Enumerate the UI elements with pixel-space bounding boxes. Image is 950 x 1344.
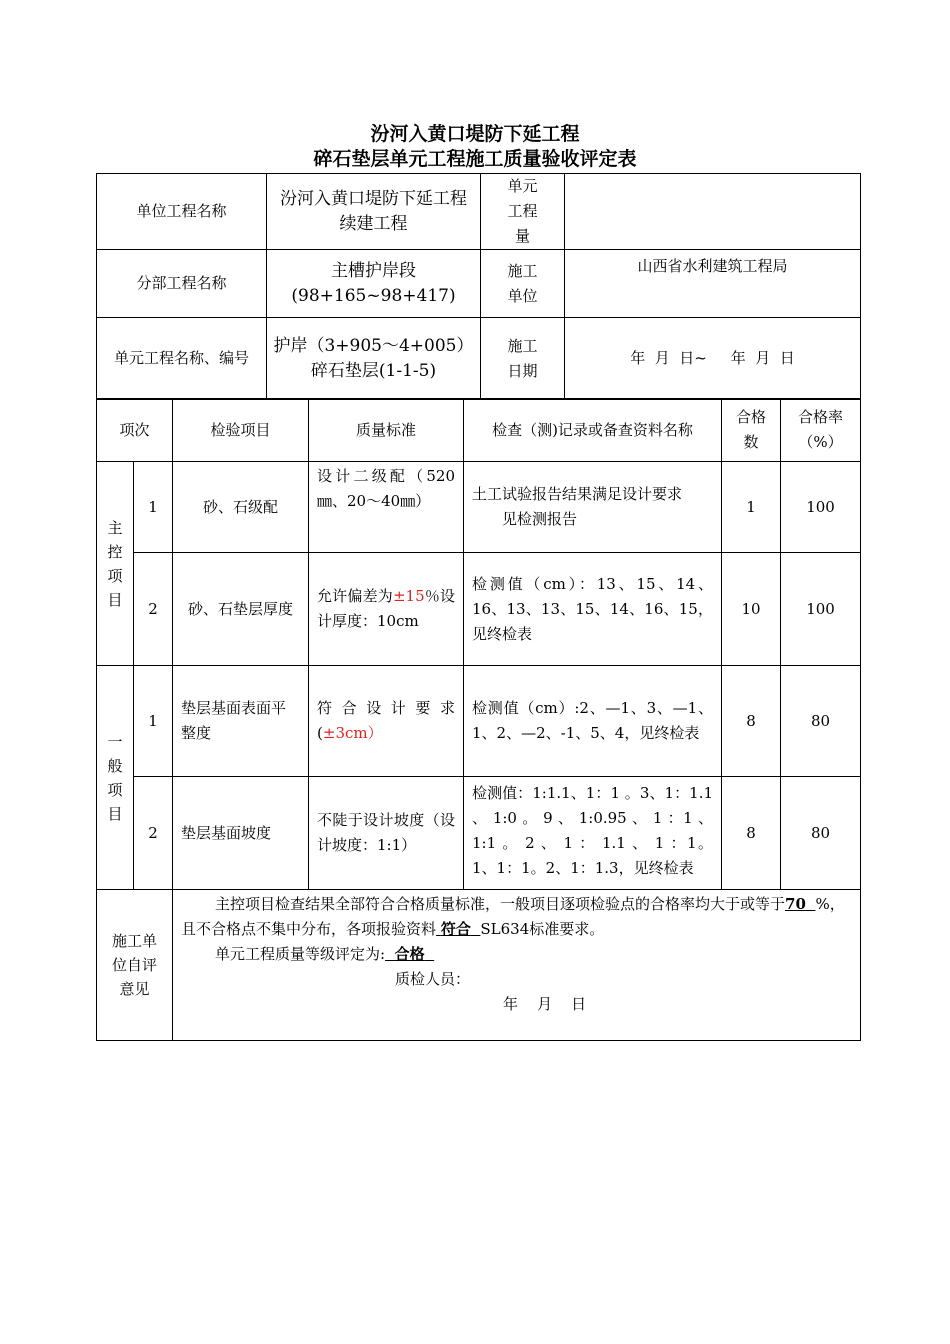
table-row xyxy=(97,462,861,553)
row-record-line2: 见检测报告 xyxy=(502,510,578,528)
date-label: 施工日期 xyxy=(481,318,565,400)
opinion-text-3: SL634标准要求。 xyxy=(480,920,605,938)
contractor-value: 山西省水利建筑工程局 xyxy=(565,250,861,318)
opinion-row xyxy=(97,890,861,1041)
row-standard-text: 设计二级配（520㎜、20～40㎜） xyxy=(317,467,456,510)
opinion-paragraph xyxy=(181,892,852,942)
row-item: 垫层基面坡度 xyxy=(173,777,309,890)
row-count: 1 xyxy=(722,462,781,553)
quantity-value xyxy=(565,174,861,250)
contractor-label: 施工单位 xyxy=(481,250,565,318)
division-value-line1: 主槽护岸段 xyxy=(331,260,416,281)
document-title-line2: 碎石垫层单元工程施工质量验收评定表 xyxy=(313,148,637,170)
row-item: 砂、石垫层厚度 xyxy=(173,553,309,666)
table-row xyxy=(97,777,861,890)
opinion-grade-label: 单元工程质量等级评定为: xyxy=(215,945,386,963)
row-item: 砂、石级配 xyxy=(173,462,309,553)
row-standard xyxy=(309,553,464,666)
row-count: 10 xyxy=(722,553,781,666)
row-standard xyxy=(309,462,464,553)
opinion-text-1: 主控项目检查结果全部符合合格质量标准，一般项目逐项检验点的合格率均大于或等于 xyxy=(215,895,786,913)
row-rate: 100 xyxy=(781,553,861,666)
opinion-text-2: %，且不合格点不集中分布，各项报验资料 xyxy=(181,895,845,938)
opinion-content xyxy=(173,890,861,1041)
row-record-line1: 土工试验报告结果满足设计要求 xyxy=(472,485,683,503)
row-standard-tolerance: ±15 xyxy=(392,587,425,605)
division-value-line2: (98+165~98+417) xyxy=(291,285,456,306)
main-control-group-label: 主控项目 xyxy=(97,462,134,666)
document-title-line1: 汾河入黄口堤防下延工程 xyxy=(370,123,580,145)
table-row xyxy=(97,666,861,777)
opinion-rate-value: 70 xyxy=(785,895,806,913)
row-record xyxy=(464,777,722,890)
col-header-pass-rate: 合格率（%） xyxy=(781,399,861,462)
unit-project-value: 汾河入黄口堤防下延工程续建工程 xyxy=(267,174,481,250)
opinion-inspector: 质检人员： xyxy=(395,970,471,988)
opinion-conform-value: 符合 xyxy=(440,920,471,938)
element-label: 单元工程名称、编号 xyxy=(97,318,267,400)
row-rate: 80 xyxy=(781,666,861,777)
row-standard-suffix: ％设计厚度：10cm xyxy=(317,587,456,630)
row-record xyxy=(464,462,722,553)
row-standard-tolerance: ±3cm） xyxy=(322,724,383,742)
row-no: 1 xyxy=(134,462,173,553)
row-record: 检测值（cm）：13、15、14、16、13、13、15、14、16、15，见终检表 xyxy=(464,553,722,666)
unit-project-label: 单位工程名称 xyxy=(97,174,267,250)
opinion-label: 施工单位自评意见 xyxy=(97,890,173,1041)
date-value: 年 月 日~ 年 月 日 xyxy=(565,318,861,400)
col-header-records: 检查（测)记录或备查资料名称 xyxy=(464,399,722,462)
col-header-inspection-item: 检验项目 xyxy=(173,399,309,462)
general-group-label: 一般项目 xyxy=(97,666,134,890)
inspection-table xyxy=(96,398,861,1041)
header-table xyxy=(96,173,861,400)
row-rate: 100 xyxy=(781,462,861,553)
row-standard-prefix: 允许偏差为 xyxy=(317,587,393,605)
row-count: 8 xyxy=(722,777,781,890)
row-record-text: 检测值：1:1.1、1：1 。3、1：1.1 、 1:0 。 9 、 1:0.95 、 1 ：1 、 1:1 。 2 、 1 ： 1.1 、 1 ：1。1、1：1。2、1：1.3，见终检表 xyxy=(472,784,714,877)
opinion-grade-value: 合格 xyxy=(394,945,425,963)
division-label: 分部工程名称 xyxy=(97,250,267,318)
row-no: 2 xyxy=(134,553,173,666)
element-value-line2: 碎石垫层(1-1-5) xyxy=(310,360,437,381)
quantity-label: 单元工程量 xyxy=(481,174,565,250)
row-no: 1 xyxy=(134,666,173,777)
row-standard: 不陡于设计坡度（设计坡度：1:1） xyxy=(309,777,464,890)
element-value xyxy=(267,318,481,400)
row-record: 检测值（cm）:2、—1、3、—1、1、2、—2、-1、5、4，见终检表 xyxy=(464,666,722,777)
row-standard-prefix: 符合设计要求( xyxy=(317,699,456,742)
row-item: 垫层基面表面平整度 xyxy=(173,666,309,777)
row-rate: 80 xyxy=(781,777,861,890)
row-standard xyxy=(309,666,464,777)
table-row xyxy=(97,553,861,666)
col-header-quality-standard: 质量标准 xyxy=(309,399,464,462)
element-value-line1: 护岸（3+905～4+005） xyxy=(273,335,474,356)
opinion-date: 年 月 日 xyxy=(503,995,587,1013)
row-no: 2 xyxy=(134,777,173,890)
col-header-item-no: 项次 xyxy=(97,399,173,462)
row-count: 8 xyxy=(722,666,781,777)
division-value xyxy=(267,250,481,318)
opinion-grade-line xyxy=(181,942,852,967)
col-header-pass-count: 合格数 xyxy=(722,399,781,462)
